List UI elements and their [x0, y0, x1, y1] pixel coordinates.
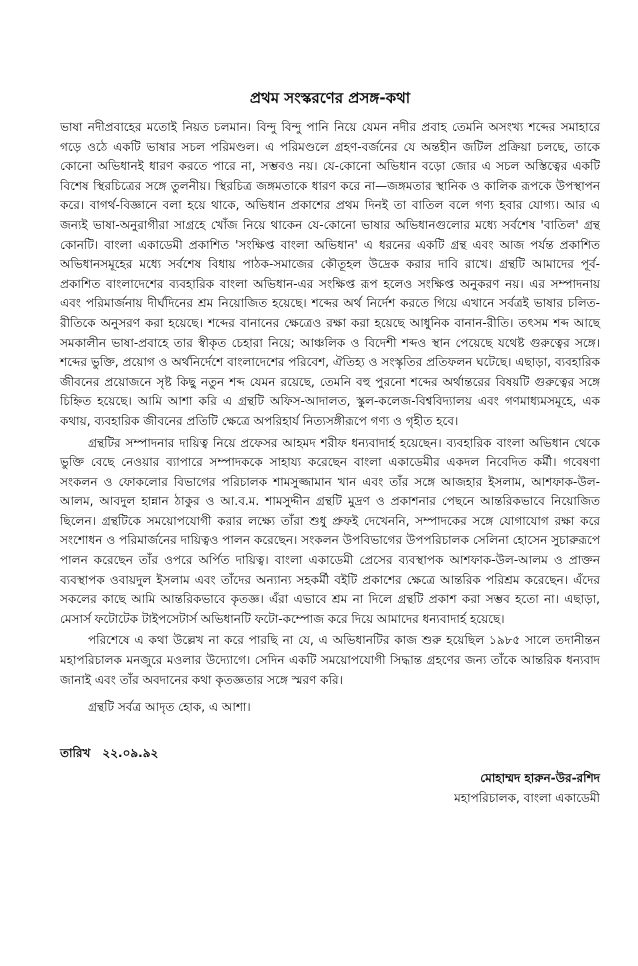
page-title: প্রথম সংস্করণের প্রসঙ্গ-কথা — [249, 89, 411, 107]
signature-block — [60, 768, 600, 808]
signatory-title: মহাপরিচালক, বাংলা একাডেমী — [454, 790, 600, 805]
signatory-name: মোহাম্মদ হারুন-উর-রশিদ — [480, 770, 600, 785]
body-paragraph-1: ভাষা নদীপ্রবাহের মতোই নিয়ত চলমান। বিন্দু বিন্দু পানি নিয়ে যেমন নদীর প্রবাহ তেমনি অসংখ্য শব্দের সমাহারে গড়ে ওঠে একটি ভাষার সচল পরিমণ্ডল। এ পরিমণ্ডলে গ্রহণ-বর্জনের যে অন্তহীন জটিল প্রক্রিয়া চলছে, তাকে কোনো অভিধানই ধারণ করতে পারে না, সম্ভবও নয়। যে-কোনো অভিধান বড়ো জোর এ সচল অস্তিত্বের একটি বিশেষ স্থিরচিত্রের সঙ্গে তুলনীয়। স্থিরচিত্র জঙ্গমতাকে ধারণ করে না—জঙ্গমতার স্থানিক ও কালিক রূপকে উপস্থাপন করে। বাগর্থ-বিজ্ঞানে বলা হয়ে থাকে, অভিধান প্রকাশের প্রথম দিনই তা বাতিল বলে গণ্য হবার যোগ্য। আর এ জন্যই ভাষা-অনুরাগীরা সাগ্রহে খোঁজ নিয়ে থাকেন যে-কোনো ভাষার অভিধানগুলোর মধ্যে সর্বশেষ 'বাতিল' গ্রন্থ কোনটি। বাংলা একাডেমী প্রকাশিত 'সংক্ষিপ্ত বাংলা অভিধান' এ ধরনের একটি গ্রন্থ এবং আজ পর্যন্ত প্রকাশিত অভিধানসমূহের মধ্যে সর্বশেষ বিধায় পাঠক-সমাজের কৌতূহল উদ্রেক করার দাবি রাখে। গ্রন্থটি আমাদের পূর্ব-প্রকাশিত বাংলাদেশের ব্যবহারিক বাংলা অভিধান-এর সংক্ষিপ্ত রূপ হলেও সংক্ষিপ্ত অনুকরণ নয়। এর সম্পাদনায় এবং পরিমার্জনায় দীর্ঘদিনের শ্রম নিয়োজিত হয়েছে। শব্দের অর্থ নির্দেশ করতে গিয়ে এখানে সর্বত্রই ভাষার চলিত-রীতিকে অনুসরণ করা হয়েছে। শব্দের বানানের ক্ষেত্রেও রক্ষা করা হয়েছে আধুনিক বানান-রীতি। তৎসম শব্দ আছে সমকালীন ভাষা-প্রবাহে তার স্বীকৃত চেহারা নিয়ে; আঞ্চলিক ও বিদেশী শব্দও স্থান পেয়েছে যথেষ্ট গুরুত্বের সঙ্গে। শব্দের ভুক্তি, প্রয়োগ ও অর্থনির্দেশে বাংলাদেশের পরিবেশ, ঐতিহ্য ও সংস্কৃতির প্রতিফলন ঘটেছে। এছাড়া, ব্যবহারিক জীবনের প্রয়োজনে সৃষ্ট কিছু নতুন শব্দ যেমন রয়েছে, তেমনি বহু পুরনো শব্দের অর্থান্তরের বিষয়টি গুরুত্বের সঙ্গে চিহ্নিত হয়েছে। আমি আশা করি এ গ্রন্থটি অফিস-আদালত, স্কুল-কলেজ-বিশ্ববিদ্যালয় এবং গণমাধ্যমসমূহে, এক কথায়, ব্যবহারিক জীবনের প্রতিটি ক্ষেত্রে অপরিহার্য নিত্যসঙ্গীরূপে গণ্য ও গৃহীত হবে। — [60, 120, 600, 428]
date-value: ২২.০৯.৯২ — [102, 745, 159, 760]
document-page — [60, 88, 600, 808]
date-label: তারিখ — [60, 745, 91, 760]
body-paragraph-2: গ্রন্থটির সম্পাদনার দায়িত্ব নিয়ে প্রফেসর আহমদ শরীফ ধন্যবাদার্হ হয়েছেন। ব্যবহারিক বাংলা অভিধান থেকে ভুক্তি বেছে নেওয়ার ব্যাপারে সম্পাদককে সাহায্য করেছেন বাংলা একাডেমীর একদল নিবেদিত কর্মী। গবেষণা সংকলন ও ফোকলোর বিভাগের পরিচালক শামসুজ্জামান খান এবং তাঁর সঙ্গে আজহার ইসলাম, আশফাক-উল-আলম, আবদুল হান্নান ঠাকুর ও আ.ব.ম. শামসুদ্দীন গ্রন্থটি মুদ্রণ ও প্রকাশনার পেছনে আন্তরিকভাবে নিয়োজিত ছিলেন। গ্রন্থটিকে সময়োপযোগী করার লক্ষ্যে তাঁরা শুধু প্রুফই দেখেননি, সম্পাদকের সঙ্গে যোগাযোগ রক্ষা করে সংশোধন ও পরিমার্জনের দায়িত্বও পালন করেছেন। সংকলন উপবিভাগের উপপরিচালক সেলিনা হোসেন সুচারুরূপে পালন করেছেন তাঁর ওপরে অর্পিত দায়িত্ব। বাংলা একাডেমী প্রেসের ব্যবস্থাপক আশফাক-উল-আলম ও প্রাক্তন ব্যবস্থাপক ওবায়দুল ইসলাম এবং তাঁদের অন্যান্য সহকর্মী বইটি প্রকাশের ক্ষেত্রে আন্তরিক পরিশ্রম করেছেন। এঁদের সকলের কাছে আমি আন্তরিকভাবে কৃতজ্ঞ। এঁরা এভাবে শ্রম না দিলে গ্রন্থটি প্রকাশ করা সম্ভব হতো না। এছাড়া, মেসার্স ফটোটেক টাইপসেটার্স অভিধানটি ফটো-কম্পোজ করে দিয়ে আমাদের ধন্যবাদার্হ হয়েছে। — [60, 435, 600, 626]
date-line — [60, 744, 600, 762]
closing-wish: গ্রন্থটি সর্বত্র আদৃত হোক, এ আশা। — [88, 700, 251, 715]
body-paragraph-3: পরিশেষে এ কথা উল্লেখ না করে পারছি না যে, এ অভিধানটির কাজ শুরু হয়েছিল ১৯৮৫ সালে তদানীন্তন মহাপরিচালক মনজুরে মওলার উদ্যোগে। সেদিন একটি সময়োপযোগী সিদ্ধান্ত গ্রহণের জন্য তাঁকে আন্তরিক ধন্যবাদ জানাই এবং তাঁর অবদানের কথা কৃতজ্ঞতার সঙ্গে স্মরণ করি। — [60, 633, 600, 687]
